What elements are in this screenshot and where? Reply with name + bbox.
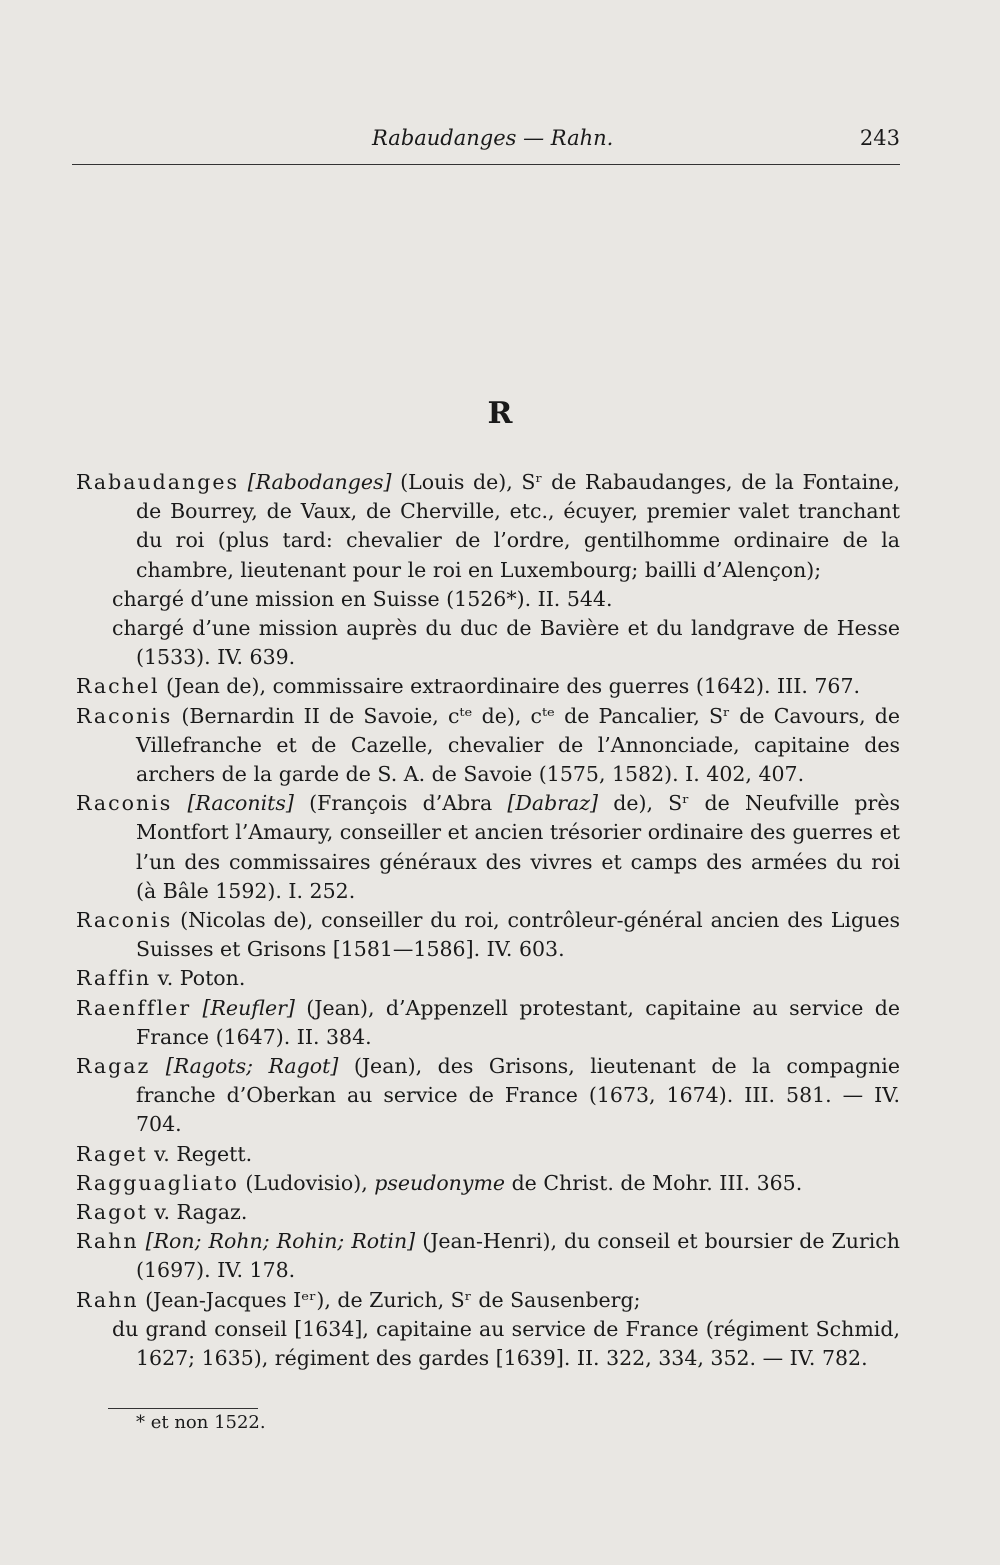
entry-italic-text: pseudonyme [374, 1170, 506, 1195]
index-entry [76, 702, 900, 790]
entry-text [139, 1229, 146, 1253]
entry-text: (Louis de), Sʳ de Rabaudanges, de la Fontaine, de Bourrey, de Vaux, de Cherville, etc., écuyer, premier valet tranchant du roi (plus tard: chevalier de l’ordre, gentilhomme ordinaire de la chambre, lieutenant pour le roi en Luxembourg; bailli d’Alençon); [136, 470, 900, 582]
entry-text: (Jean), des Grisons, lieutenant de la compagnie franche d’Oberkan au service de France (1673, 1674). III. 581. — IV. 704. [136, 1054, 900, 1137]
entry-text: (Bernardin II de Savoie, cᵗᵉ de), cᵗᵉ de Pancalier, Sʳ de Cavours, de Villefranche et de Cazelle, chevalier de l’Annonciade, capitaine des archers de la garde de S. A. de Savoie (1575, 1582). I. 402, 407. [136, 703, 900, 787]
entry-italic-text: [Ragots; Ragot] [165, 1054, 339, 1079]
entry-italic-text: [Raconits] [187, 791, 294, 816]
entry-text: (Jean-Henri), du conseil et boursier de Zurich (1697). IV. 178. [136, 1229, 900, 1283]
entry-text: (Jean), d’Appenzell protestant, capitaine au service de France (1647). II. 384. [136, 995, 900, 1049]
entry-headword: Rahn [76, 1287, 139, 1312]
entry-headword: Raconis [76, 703, 173, 728]
entry-subline: du grand conseil [1634], capitaine au service de France (régiment Schmid, 1627; 1635), régiment des gardes [1639]. II. 322, 334, 352. — IV. 782. [112, 1316, 900, 1371]
entry-headword: Raget [76, 1141, 148, 1166]
entry-text: (François d’Abra [293, 791, 508, 816]
entry-text: v. Regett. [147, 1141, 253, 1166]
entry-text: de Christ. de Mohr. III. 365. [505, 1170, 803, 1195]
entry-headword: Raconis [76, 791, 173, 816]
index-entry [76, 994, 900, 1052]
index-entry [76, 1198, 900, 1227]
entry-list [76, 468, 900, 1373]
index-entry [76, 964, 900, 993]
footnote: * et non 1522. [136, 1412, 266, 1433]
entry-text: (Ludovisio), [238, 1170, 375, 1195]
running-head [72, 118, 900, 165]
entry-text: (Jean de), commissaire extraordinaire des guerres (1642). III. 767. [159, 674, 861, 699]
entry-text [191, 996, 202, 1020]
footnote-rule [108, 1408, 258, 1409]
entry-text [239, 470, 248, 494]
index-entry [76, 1140, 900, 1169]
entry-text: v. Ragaz. [147, 1200, 248, 1225]
letter-heading: R [487, 396, 513, 431]
entry-italic-text: [Dabraz] [507, 791, 599, 816]
index-entry [76, 1227, 900, 1285]
entry-text: (Jean-Jacques Iᵉʳ), de Zurich, Sʳ de Sausenberg; [138, 1287, 641, 1312]
entry-headword: Raenffler [76, 995, 192, 1020]
index-entry [76, 468, 900, 585]
entry-subline: chargé d’une mission auprès du duc de Bavière et du landgrave de Hesse (1533). IV. 639. [112, 616, 900, 670]
entry-subline: chargé d’une mission en Suisse (1526*). II. 544. [112, 586, 613, 611]
entry-italic-text: [Rabodanges] [247, 470, 392, 494]
index-entry [76, 1286, 900, 1315]
entry-text: de), Sʳ de Neufville près Montfort l’Amaury, conseiller et ancien trésorier ordinaire des guerres et l’un des commissaires généraux des vivres et camps des armées du roi (à Bâle 1592). I. 252. [136, 791, 900, 903]
entry-text: v. Poton. [151, 966, 246, 991]
entry-italic-text: [Ron; Rohn; Rohin; Rotin] [145, 1229, 416, 1254]
entry-headword: Ragaz [76, 1054, 151, 1079]
entry-headword: Rahn [76, 1229, 139, 1254]
index-entry [76, 906, 900, 964]
index-entry [76, 1052, 900, 1140]
entry-headword: Raffin [76, 966, 152, 991]
page-number: 243 [859, 126, 900, 150]
entry-headword: Rabaudanges [76, 470, 239, 494]
index-entry [76, 1169, 900, 1198]
entry-text [172, 791, 187, 815]
entry-text: (Nicolas de), conseiller du roi, contrôleur-général ancien des Ligues Suisses et Grisons [1581—1586]. IV. 603. [136, 908, 900, 962]
running-title: Rabaudanges — Rahn. [372, 126, 614, 150]
entry-headword: Ragguagliato [76, 1170, 239, 1195]
entry-text [150, 1054, 166, 1078]
index-entry [76, 672, 900, 701]
entry-italic-text: [Reufler] [202, 995, 295, 1020]
entry-headword: Rachel [76, 674, 160, 699]
index-entry [76, 789, 900, 906]
entry-headword: Raconis [76, 908, 173, 933]
entry-headword: Ragot [76, 1200, 148, 1225]
